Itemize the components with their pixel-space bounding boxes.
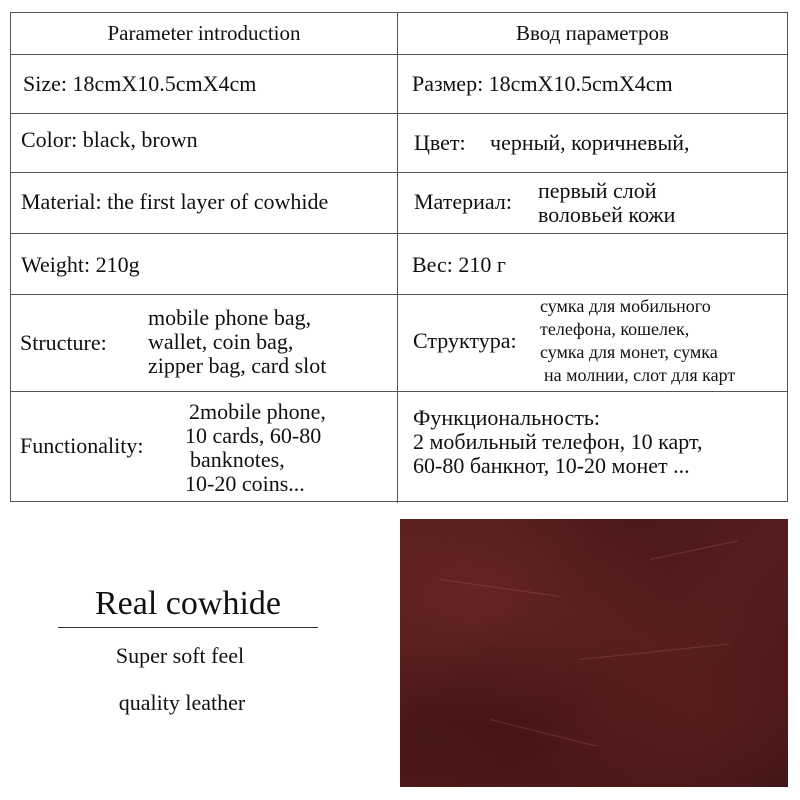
functionality-ru-value: Функциональность: 2 мобильный телефон, 10 карт, 60-80 банкнот, 10-20 монет ... [413, 405, 703, 478]
color-en: Color: black, brown [21, 127, 198, 152]
structure-en-value: mobile phone bag, wallet, coin bag, zipper bag, card slot [148, 305, 327, 378]
table-row-structure [11, 294, 787, 391]
material-en: Material: the first layer of cowhide [21, 189, 329, 214]
color-ru-value: черный, коричневый, [490, 130, 690, 155]
functionality-en-value: 2mobile phone, 10 cards, 60-80 banknotes, 10-20 coins... [185, 399, 326, 496]
promo-line-quality: quality leather [118, 690, 246, 715]
table-row-material [11, 172, 787, 233]
leather-grain [440, 579, 559, 597]
promo-title: Real cowhide [95, 585, 281, 622]
weight-en: Weight: 210g [21, 252, 140, 277]
table-header-row [11, 13, 787, 54]
table-row-size [11, 54, 787, 113]
material-ru-value: первый слой воловьей кожи [538, 178, 676, 227]
spec-table [10, 12, 788, 502]
table-row-color [11, 113, 787, 172]
functionality-en-label: Functionality: [20, 433, 144, 458]
structure-ru-value: сумка для мобильного телефона, кошелек, сумка для монет, сумка на молнии, слот для карт [540, 296, 736, 385]
structure-ru-label: Структура: [413, 328, 517, 353]
leather-swatch-image [400, 519, 788, 787]
material-ru-label: Материал: [414, 189, 512, 214]
table-row-weight [11, 233, 787, 294]
header-right-label: Ввод параметров [516, 21, 669, 45]
promo-block [0, 510, 390, 800]
promo-divider [58, 627, 318, 628]
leather-grain [650, 540, 738, 560]
leather-grain [580, 643, 729, 660]
table-row-functionality [11, 391, 787, 503]
size-ru: Размер: 18cmX10.5cmX4cm [412, 71, 673, 96]
structure-en-label: Structure: [20, 330, 107, 355]
color-ru-label: Цвет: [414, 130, 466, 155]
promo-line-soft-feel: Super soft feel [115, 643, 245, 668]
weight-ru: Вес: 210 г [412, 252, 506, 277]
leather-grain [490, 719, 597, 747]
size-en: Size: 18cmX10.5cmX4cm [23, 71, 257, 96]
header-left-label: Parameter introduction [107, 21, 301, 45]
